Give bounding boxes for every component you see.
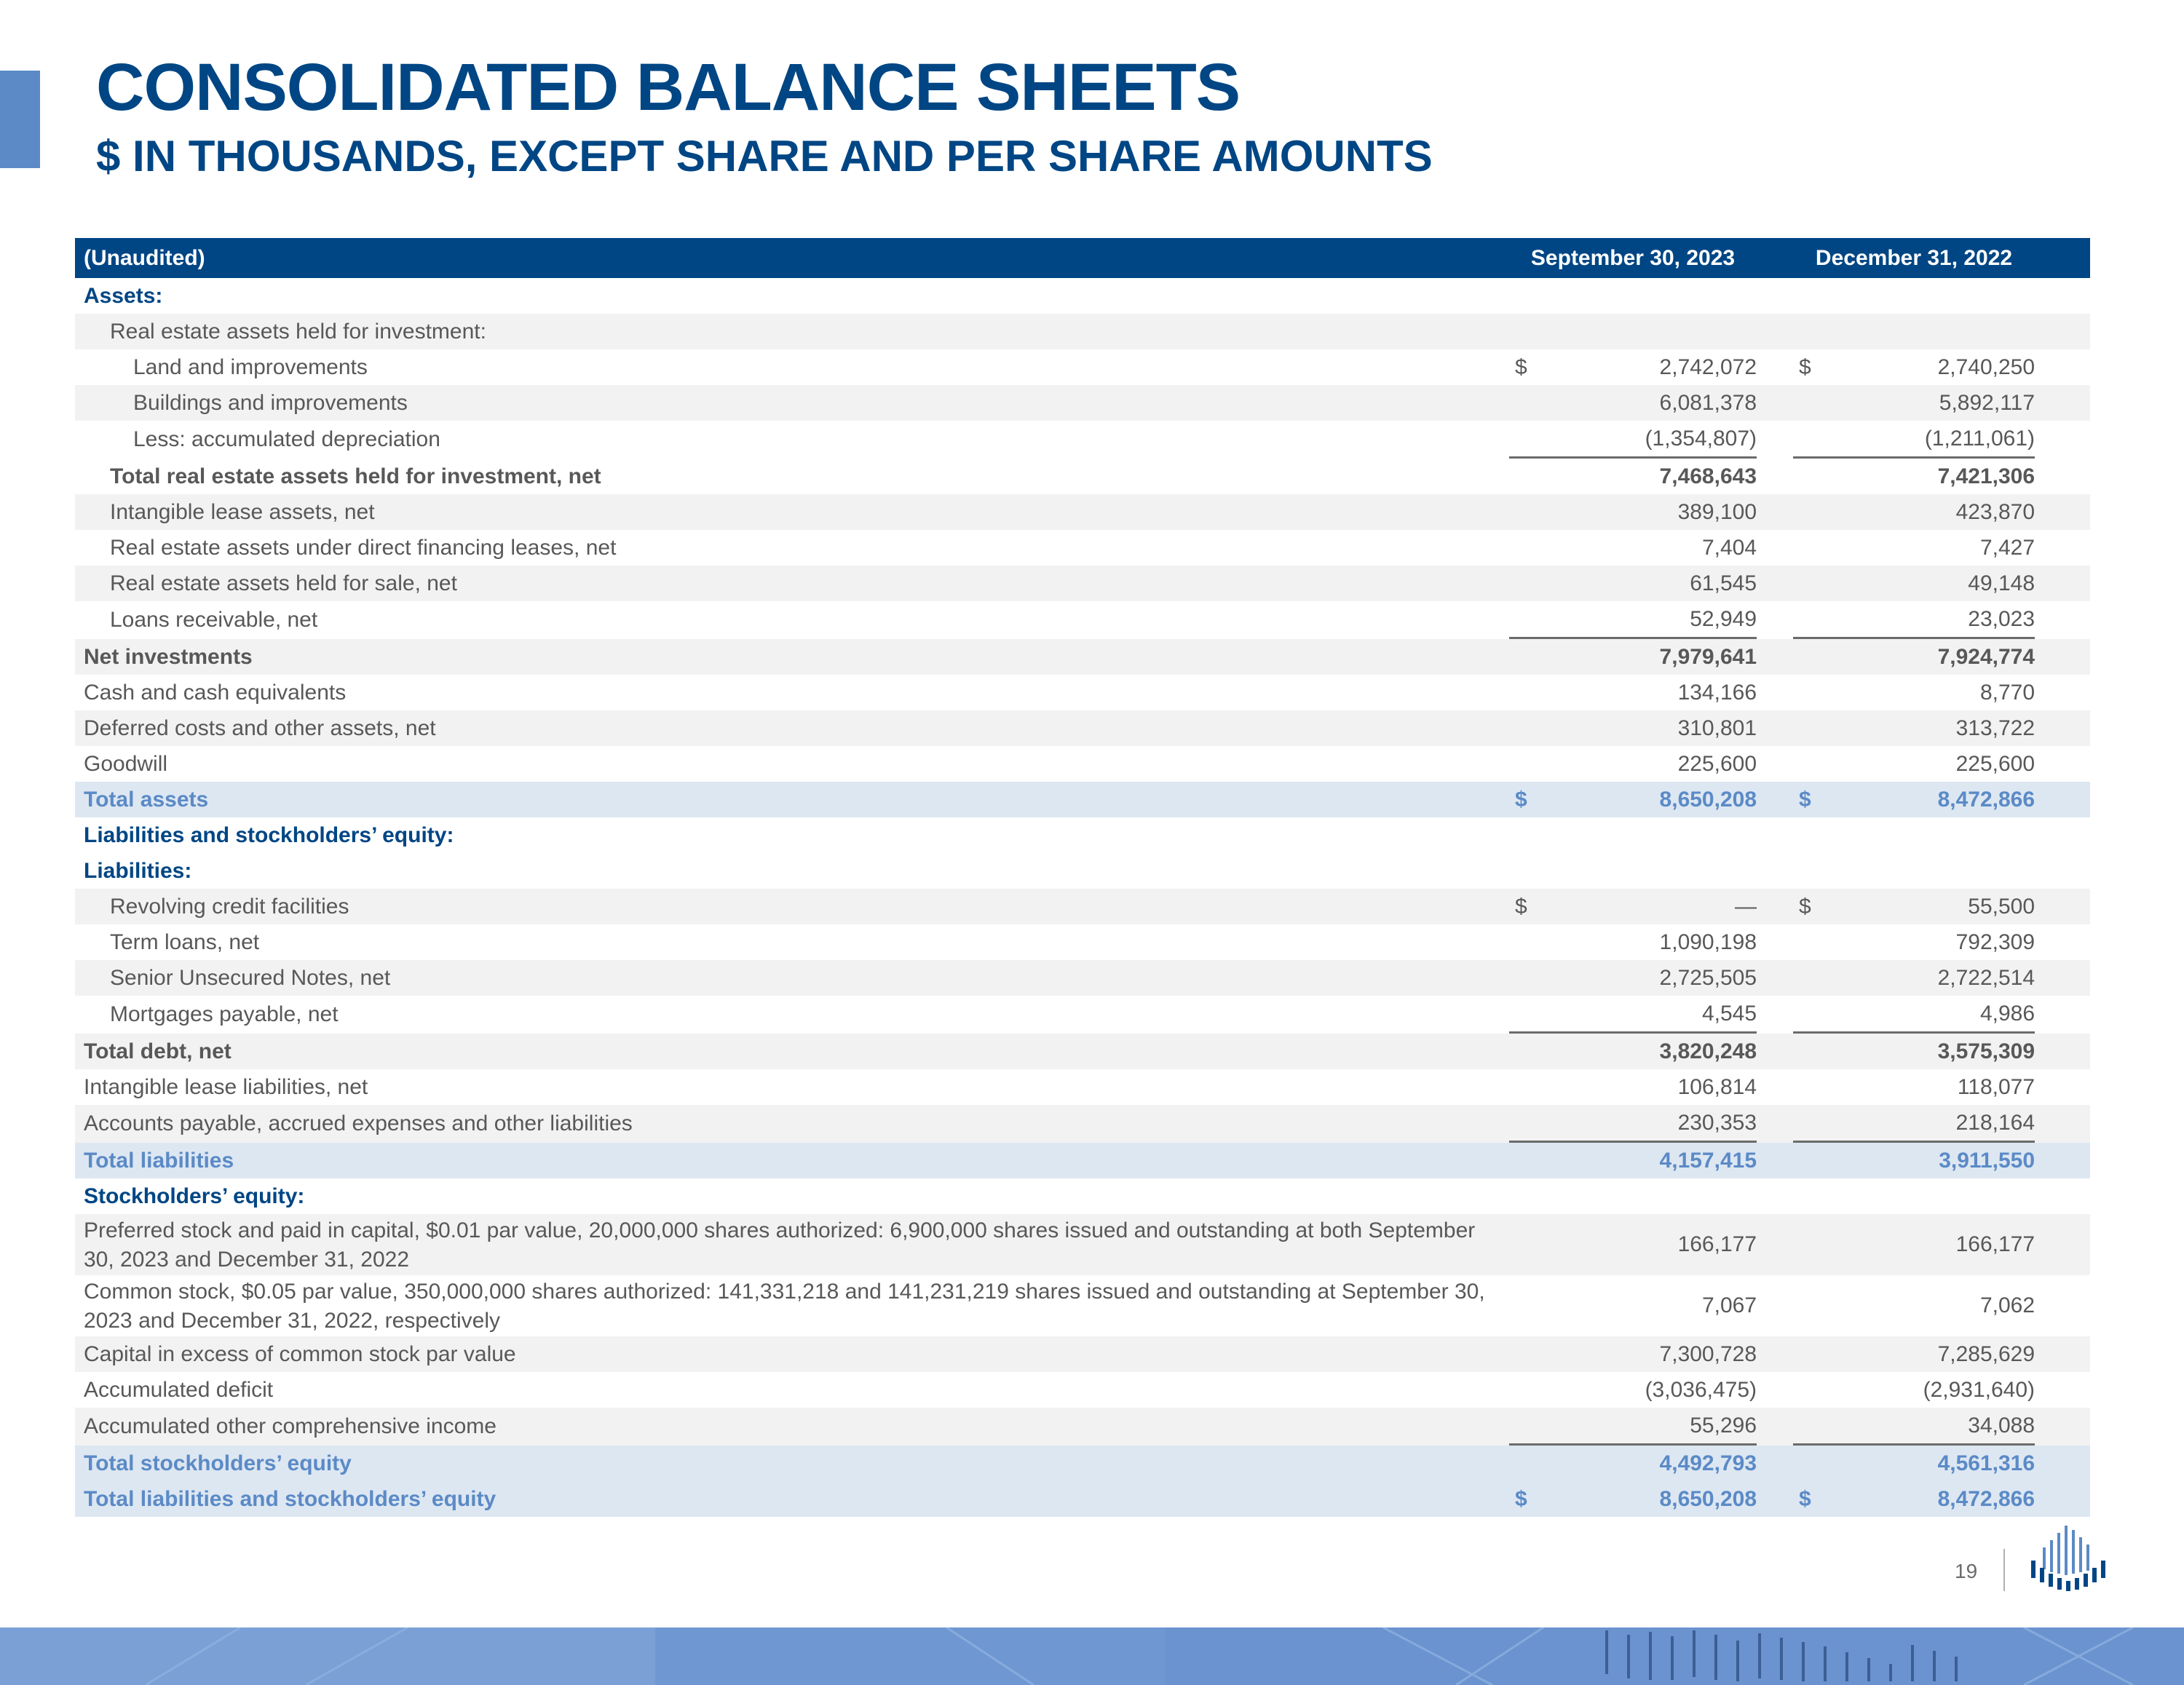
currency-symbol bbox=[1509, 314, 1553, 349]
value-sep-2023: 134,166 bbox=[1677, 680, 1757, 705]
currency-symbol bbox=[1509, 278, 1553, 314]
row-label: Stockholders’ equity: bbox=[84, 1184, 305, 1208]
value-dec-2022: 166,177 bbox=[1837, 1214, 2035, 1275]
currency-symbol bbox=[1509, 817, 1553, 853]
row-label: Term loans, net bbox=[110, 929, 260, 954]
value-dec-2022: 218,164 bbox=[1837, 1105, 2035, 1143]
currency-symbol bbox=[1509, 1372, 1553, 1408]
page-subtitle: $ IN THOUSANDS, EXCEPT SHARE AND PER SHARE AMOUNTS bbox=[96, 132, 1433, 181]
table-row bbox=[75, 889, 2090, 924]
row-label: Deferred costs and other assets, net bbox=[75, 710, 1509, 746]
row-label: Preferred stock and paid in capital, $0.01 par value, 20,000,000 shares authorized: 6,900,000 shares issued and outstanding at both September 30, 2023 and December 31, 2022 bbox=[75, 1214, 1509, 1275]
table-row bbox=[75, 639, 2090, 675]
value-dec-2022: 8,770 bbox=[1979, 680, 2035, 705]
header-dec-2022: December 31, 2022 bbox=[1793, 238, 2035, 278]
currency-symbol bbox=[1793, 566, 1837, 601]
company-logo-icon bbox=[2030, 1520, 2110, 1600]
currency-symbol bbox=[1793, 853, 1837, 889]
currency-symbol bbox=[1509, 494, 1553, 530]
table-row bbox=[75, 1372, 2090, 1408]
currency-symbol bbox=[1509, 746, 1553, 782]
currency-symbol bbox=[1793, 1446, 1837, 1481]
row-label: Less: accumulated depreciation bbox=[133, 427, 440, 451]
value-dec-2022: 4,561,316 bbox=[1837, 1446, 2035, 1481]
value-sep-2023: 2,742,072 bbox=[1659, 354, 1757, 379]
header-unaudited: (Unaudited) bbox=[75, 238, 1509, 278]
currency-symbol bbox=[1793, 1143, 1837, 1178]
value-dec-2022: 23,023 bbox=[1837, 601, 2035, 639]
row-label: Accumulated other comprehensive income bbox=[75, 1408, 1509, 1446]
value-sep-2023: (1,354,807) bbox=[1553, 421, 1757, 459]
value-sep-2023 bbox=[1553, 817, 1757, 853]
currency-symbol bbox=[1793, 1034, 1837, 1069]
currency-symbol bbox=[1793, 1178, 1837, 1214]
value-dec-2022: 8,472,866 bbox=[1837, 782, 2035, 817]
table-row bbox=[75, 1034, 2090, 1069]
currency-symbol bbox=[1509, 1214, 1553, 1275]
table-row bbox=[75, 1178, 2090, 1214]
table-row bbox=[75, 566, 2090, 601]
table-row bbox=[75, 1105, 2090, 1143]
value-dec-2022: 423,870 bbox=[1837, 494, 2035, 530]
value-sep-2023 bbox=[1553, 853, 1757, 889]
currency-symbol bbox=[1509, 675, 1553, 710]
value-sep-2023: 7,404 bbox=[1701, 535, 1757, 560]
value-dec-2022: 3,911,550 bbox=[1837, 1143, 2035, 1178]
currency-symbol bbox=[1509, 1178, 1553, 1214]
value-sep-2023: 106,814 bbox=[1677, 1074, 1757, 1099]
value-dec-2022: 2,740,250 bbox=[1937, 354, 2035, 379]
value-dec-2022: 7,924,774 bbox=[1837, 639, 2035, 675]
value-dec-2022: 4,986 bbox=[1837, 996, 2035, 1034]
row-label: Net investments bbox=[75, 639, 1509, 675]
value-sep-2023: 389,100 bbox=[1553, 494, 1757, 530]
currency-symbol bbox=[1793, 960, 1837, 996]
row-label: Goodwill bbox=[84, 751, 168, 776]
row-label: Total stockholders’ equity bbox=[75, 1446, 1509, 1481]
value-sep-2023 bbox=[1553, 314, 1757, 349]
row-label: Senior Unsecured Notes, net bbox=[75, 960, 1509, 996]
value-sep-2023: 7,067 bbox=[1701, 1293, 1757, 1317]
value-dec-2022: (1,211,061) bbox=[1837, 421, 2035, 459]
value-dec-2022: 55,500 bbox=[1837, 889, 2035, 924]
row-label: Real estate assets held for sale, net bbox=[75, 566, 1509, 601]
table-row bbox=[75, 314, 2090, 349]
value-dec-2022: 313,722 bbox=[1837, 710, 2035, 746]
table-row bbox=[75, 746, 2090, 782]
balance-sheet-table bbox=[75, 238, 2090, 1517]
currency-symbol bbox=[1793, 314, 1837, 349]
currency-symbol bbox=[1509, 459, 1553, 494]
currency-symbol: $ bbox=[1509, 889, 1553, 924]
value-sep-2023: 7,300,728 bbox=[1553, 1336, 1757, 1372]
value-dec-2022 bbox=[1837, 314, 2035, 349]
row-label: Liabilities: bbox=[84, 858, 192, 883]
table-row bbox=[75, 1446, 2090, 1481]
value-sep-2023: 225,600 bbox=[1677, 751, 1757, 776]
currency-symbol bbox=[1509, 1336, 1553, 1372]
table-row bbox=[75, 1336, 2090, 1372]
currency-symbol: $ bbox=[1515, 354, 1527, 379]
row-label: Intangible lease assets, net bbox=[75, 494, 1509, 530]
currency-symbol bbox=[1793, 421, 1837, 459]
value-dec-2022: 7,285,629 bbox=[1837, 1336, 2035, 1372]
accent-bar bbox=[0, 71, 40, 168]
value-dec-2022: (2,931,640) bbox=[1923, 1377, 2035, 1402]
row-label: Buildings and improvements bbox=[75, 385, 1509, 421]
value-sep-2023: 2,725,505 bbox=[1553, 960, 1757, 996]
value-sep-2023: 3,820,248 bbox=[1553, 1034, 1757, 1069]
currency-symbol bbox=[1793, 817, 1837, 853]
value-sep-2023 bbox=[1553, 278, 1757, 314]
value-sep-2023: 8,650,208 bbox=[1553, 782, 1757, 817]
value-dec-2022: 7,421,306 bbox=[1937, 464, 2035, 488]
table-row bbox=[75, 459, 2090, 494]
row-label: Cash and cash equivalents bbox=[84, 680, 347, 705]
value-dec-2022: 8,472,866 bbox=[1837, 1481, 2035, 1517]
currency-symbol bbox=[1509, 1143, 1553, 1178]
header-sep-2023: September 30, 2023 bbox=[1509, 238, 1757, 278]
currency-symbol bbox=[1509, 1069, 1553, 1105]
row-label: Common stock, $0.05 par value, 350,000,000 shares authorized: 141,331,218 and 141,231,219 shares issued and outstanding at September 30, 2023 and December 31, 2022, respectively bbox=[84, 1280, 1485, 1333]
value-sep-2023: 6,081,378 bbox=[1553, 385, 1757, 421]
table-row bbox=[75, 710, 2090, 746]
row-label: Total liabilities bbox=[75, 1143, 1509, 1178]
currency-symbol bbox=[1793, 385, 1837, 421]
table-row bbox=[75, 675, 2090, 710]
currency-symbol bbox=[1793, 494, 1837, 530]
currency-symbol bbox=[1793, 1214, 1837, 1275]
currency-symbol bbox=[1509, 385, 1553, 421]
value-dec-2022: 3,575,309 bbox=[1837, 1034, 2035, 1069]
table-row bbox=[75, 817, 2090, 853]
value-sep-2023: 166,177 bbox=[1553, 1214, 1757, 1275]
value-sep-2023: 8,650,208 bbox=[1553, 1481, 1757, 1517]
value-sep-2023: — bbox=[1553, 889, 1757, 924]
currency-symbol bbox=[1509, 601, 1553, 639]
table-row bbox=[75, 782, 2090, 817]
currency-symbol bbox=[1793, 996, 1837, 1034]
table-row bbox=[75, 601, 2090, 639]
table-row bbox=[75, 385, 2090, 421]
table-row bbox=[75, 1214, 2090, 1275]
table-row bbox=[75, 421, 2090, 459]
currency-symbol bbox=[1793, 746, 1837, 782]
currency-symbol: $ bbox=[1509, 1481, 1553, 1517]
value-dec-2022: 225,600 bbox=[1955, 751, 2035, 776]
currency-symbol bbox=[1509, 1034, 1553, 1069]
currency-symbol bbox=[1793, 601, 1837, 639]
row-label: Real estate assets under direct financing leases, net bbox=[110, 535, 617, 560]
currency-symbol bbox=[1793, 924, 1837, 960]
currency-symbol bbox=[1509, 566, 1553, 601]
currency-symbol: $ bbox=[1509, 782, 1553, 817]
currency-symbol bbox=[1793, 1069, 1837, 1105]
row-label: Total assets bbox=[75, 782, 1509, 817]
table-row bbox=[75, 960, 2090, 996]
currency-symbol bbox=[1793, 530, 1837, 566]
table-header-row bbox=[75, 238, 2090, 278]
value-dec-2022 bbox=[1837, 278, 2035, 314]
currency-symbol bbox=[1793, 459, 1837, 494]
row-label: Total debt, net bbox=[75, 1034, 1509, 1069]
row-label: Revolving credit facilities bbox=[75, 889, 1509, 924]
currency-symbol bbox=[1509, 530, 1553, 566]
value-sep-2023 bbox=[1553, 1178, 1757, 1214]
value-sep-2023: 4,545 bbox=[1553, 996, 1757, 1034]
currency-symbol bbox=[1793, 1336, 1837, 1372]
currency-symbol bbox=[1509, 960, 1553, 996]
value-sep-2023: 4,157,415 bbox=[1553, 1143, 1757, 1178]
value-dec-2022: 5,892,117 bbox=[1837, 385, 2035, 421]
table-row bbox=[75, 278, 2090, 314]
currency-symbol: $ bbox=[1799, 354, 1811, 379]
value-dec-2022: 7,427 bbox=[1979, 535, 2035, 560]
currency-symbol bbox=[1509, 996, 1553, 1034]
value-dec-2022: 792,309 bbox=[1955, 929, 2035, 954]
value-sep-2023: 4,492,793 bbox=[1553, 1446, 1757, 1481]
row-label: Assets: bbox=[84, 283, 163, 308]
table-row bbox=[75, 530, 2090, 566]
row-label: Intangible lease liabilities, net bbox=[84, 1074, 368, 1099]
value-dec-2022: 118,077 bbox=[1957, 1074, 2035, 1099]
table-row bbox=[75, 1408, 2090, 1446]
value-sep-2023: 52,949 bbox=[1553, 601, 1757, 639]
currency-symbol: $ bbox=[1793, 889, 1837, 924]
footer-decorative-band bbox=[0, 1627, 2184, 1685]
currency-symbol bbox=[1793, 639, 1837, 675]
table-row bbox=[75, 1481, 2090, 1517]
currency-symbol bbox=[1793, 675, 1837, 710]
value-dec-2022 bbox=[1837, 853, 2035, 889]
row-label: Accounts payable, accrued expenses and other liabilities bbox=[75, 1105, 1509, 1143]
value-dec-2022: 2,722,514 bbox=[1837, 960, 2035, 996]
currency-symbol bbox=[1509, 924, 1553, 960]
value-sep-2023: 7,979,641 bbox=[1553, 639, 1757, 675]
currency-symbol bbox=[1509, 1408, 1553, 1446]
table-row bbox=[75, 924, 2090, 960]
currency-symbol bbox=[1509, 639, 1553, 675]
value-dec-2022 bbox=[1837, 1178, 2035, 1214]
table-row bbox=[75, 1143, 2090, 1178]
value-dec-2022: 34,088 bbox=[1837, 1408, 2035, 1446]
value-sep-2023: 1,090,198 bbox=[1659, 929, 1757, 954]
value-dec-2022: 49,148 bbox=[1837, 566, 2035, 601]
row-label: Total liabilities and stockholders’ equity bbox=[75, 1481, 1509, 1517]
value-sep-2023: 55,296 bbox=[1553, 1408, 1757, 1446]
currency-symbol bbox=[1509, 853, 1553, 889]
currency-symbol bbox=[1509, 1446, 1553, 1481]
currency-symbol bbox=[1509, 1275, 1553, 1336]
value-dec-2022 bbox=[1837, 817, 2035, 853]
row-label: Land and improvements bbox=[133, 354, 368, 379]
currency-symbol bbox=[1793, 1275, 1837, 1336]
value-sep-2023: 7,468,643 bbox=[1659, 464, 1757, 488]
page-number: 19 bbox=[1955, 1560, 1978, 1582]
table-row bbox=[75, 853, 2090, 889]
row-label: Real estate assets held for investment: bbox=[75, 314, 1509, 349]
table-row bbox=[75, 349, 2090, 385]
row-label: Mortgages payable, net bbox=[110, 1002, 339, 1026]
currency-symbol bbox=[1509, 1105, 1553, 1143]
table-row bbox=[75, 1069, 2090, 1105]
row-label: Accumulated deficit bbox=[84, 1377, 274, 1402]
currency-symbol bbox=[1509, 421, 1553, 459]
row-label: Capital in excess of common stock par value bbox=[75, 1336, 1509, 1372]
page-title: CONSOLIDATED BALANCE SHEETS bbox=[96, 50, 1241, 124]
table-row bbox=[75, 996, 2090, 1034]
currency-symbol bbox=[1793, 278, 1837, 314]
currency-symbol bbox=[1793, 1372, 1837, 1408]
value-sep-2023: 230,353 bbox=[1553, 1105, 1757, 1143]
value-sep-2023: (3,036,475) bbox=[1645, 1377, 1757, 1402]
row-label: Total real estate assets held for investment, net bbox=[110, 464, 601, 488]
table-row bbox=[75, 1275, 2090, 1336]
currency-symbol bbox=[1793, 710, 1837, 746]
row-label: Liabilities and stockholders’ equity: bbox=[84, 822, 454, 847]
currency-symbol bbox=[1793, 1408, 1837, 1446]
currency-symbol bbox=[1509, 710, 1553, 746]
value-sep-2023: 310,801 bbox=[1553, 710, 1757, 746]
row-label: Loans receivable, net bbox=[110, 608, 318, 632]
currency-symbol: $ bbox=[1793, 782, 1837, 817]
page-divider bbox=[2003, 1549, 2005, 1591]
table-row bbox=[75, 494, 2090, 530]
currency-symbol: $ bbox=[1793, 1481, 1837, 1517]
value-dec-2022: 7,062 bbox=[1979, 1293, 2035, 1317]
currency-symbol bbox=[1793, 1105, 1837, 1143]
value-sep-2023: 61,545 bbox=[1553, 566, 1757, 601]
